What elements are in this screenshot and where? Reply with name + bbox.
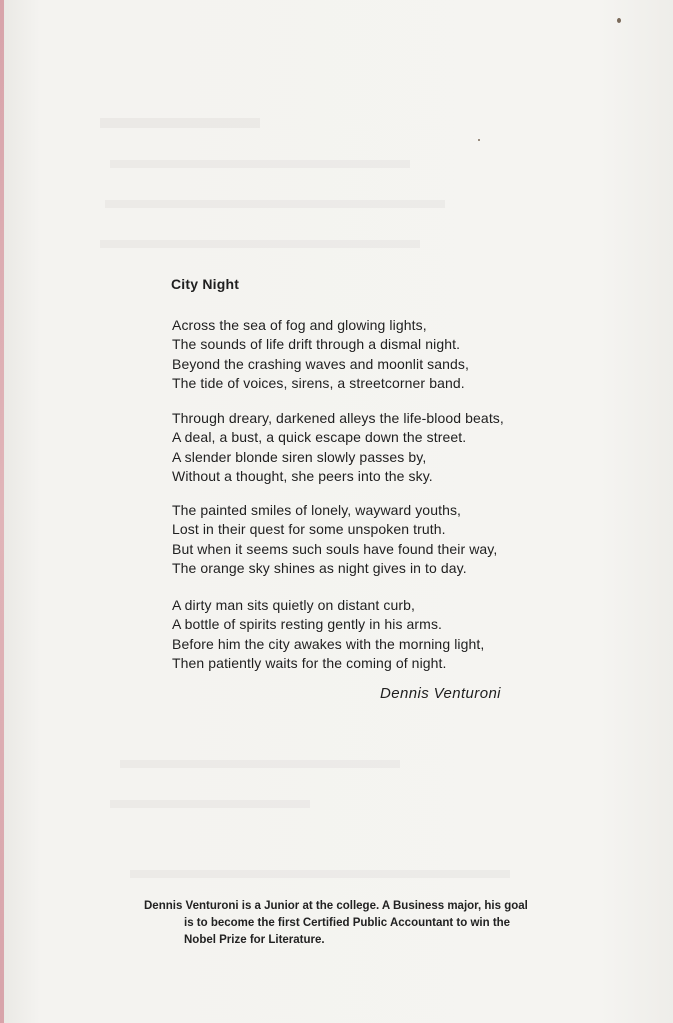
- paper-speck: [617, 18, 621, 23]
- poem-line: Beyond the crashing waves and moonlit sands,: [172, 355, 470, 372]
- poem-line: Without a thought, she peers into the sky.: [172, 468, 433, 485]
- poem-line: Before him the city awakes with the morning light,: [172, 635, 485, 652]
- show-through: [100, 240, 420, 248]
- poem-line: Lost in their quest for some unspoken truth.: [172, 521, 446, 538]
- show-through: [110, 800, 310, 808]
- author-signature: Dennis Venturoni: [380, 685, 501, 702]
- poem-line: A deal, a bust, a quick escape down the street.: [172, 429, 467, 446]
- poem-title: City Night: [171, 276, 240, 292]
- bio-line: Dennis Venturoni is a Junior at the college. A Business major, his goal: [144, 900, 528, 912]
- author-bio: [144, 898, 564, 949]
- bio-line: Nobel Prize for Literature.: [184, 934, 325, 946]
- poem-line: The painted smiles of lonely, wayward youths,: [172, 502, 462, 518]
- show-through: [130, 870, 510, 878]
- stanza-1: [172, 316, 552, 394]
- show-through: [105, 200, 445, 208]
- poem-line: Then patiently waits for the coming of night.: [172, 655, 447, 672]
- stanza-2: [172, 409, 552, 487]
- paper-speck: [478, 139, 480, 141]
- poem-line: A slender blonde siren slowly passes by,: [172, 448, 427, 465]
- stanza-3: [172, 501, 552, 579]
- poem-line: The orange sky shines as night gives in to day.: [172, 560, 467, 577]
- show-through: [120, 760, 400, 768]
- poem-line: The sounds of life drift through a dismal night.: [172, 336, 461, 353]
- poem-line: The tide of voices, sirens, a streetcorner band.: [172, 375, 465, 392]
- poem-line: Across the sea of fog and glowing lights,: [172, 317, 427, 333]
- poem-line: A dirty man sits quietly on distant curb,: [172, 597, 415, 613]
- show-through: [110, 160, 410, 168]
- stanza-4: [172, 596, 552, 674]
- show-through: [100, 118, 260, 128]
- bio-line: is to become the first Certified Public Accountant to win the: [184, 917, 511, 929]
- page-edge: [0, 0, 4, 1023]
- poem-line: Through dreary, darkened alleys the life-blood beats,: [172, 410, 504, 426]
- poem-line: But when it seems such souls have found their way,: [172, 540, 498, 557]
- poem-line: A bottle of spirits resting gently in his arms.: [172, 616, 443, 633]
